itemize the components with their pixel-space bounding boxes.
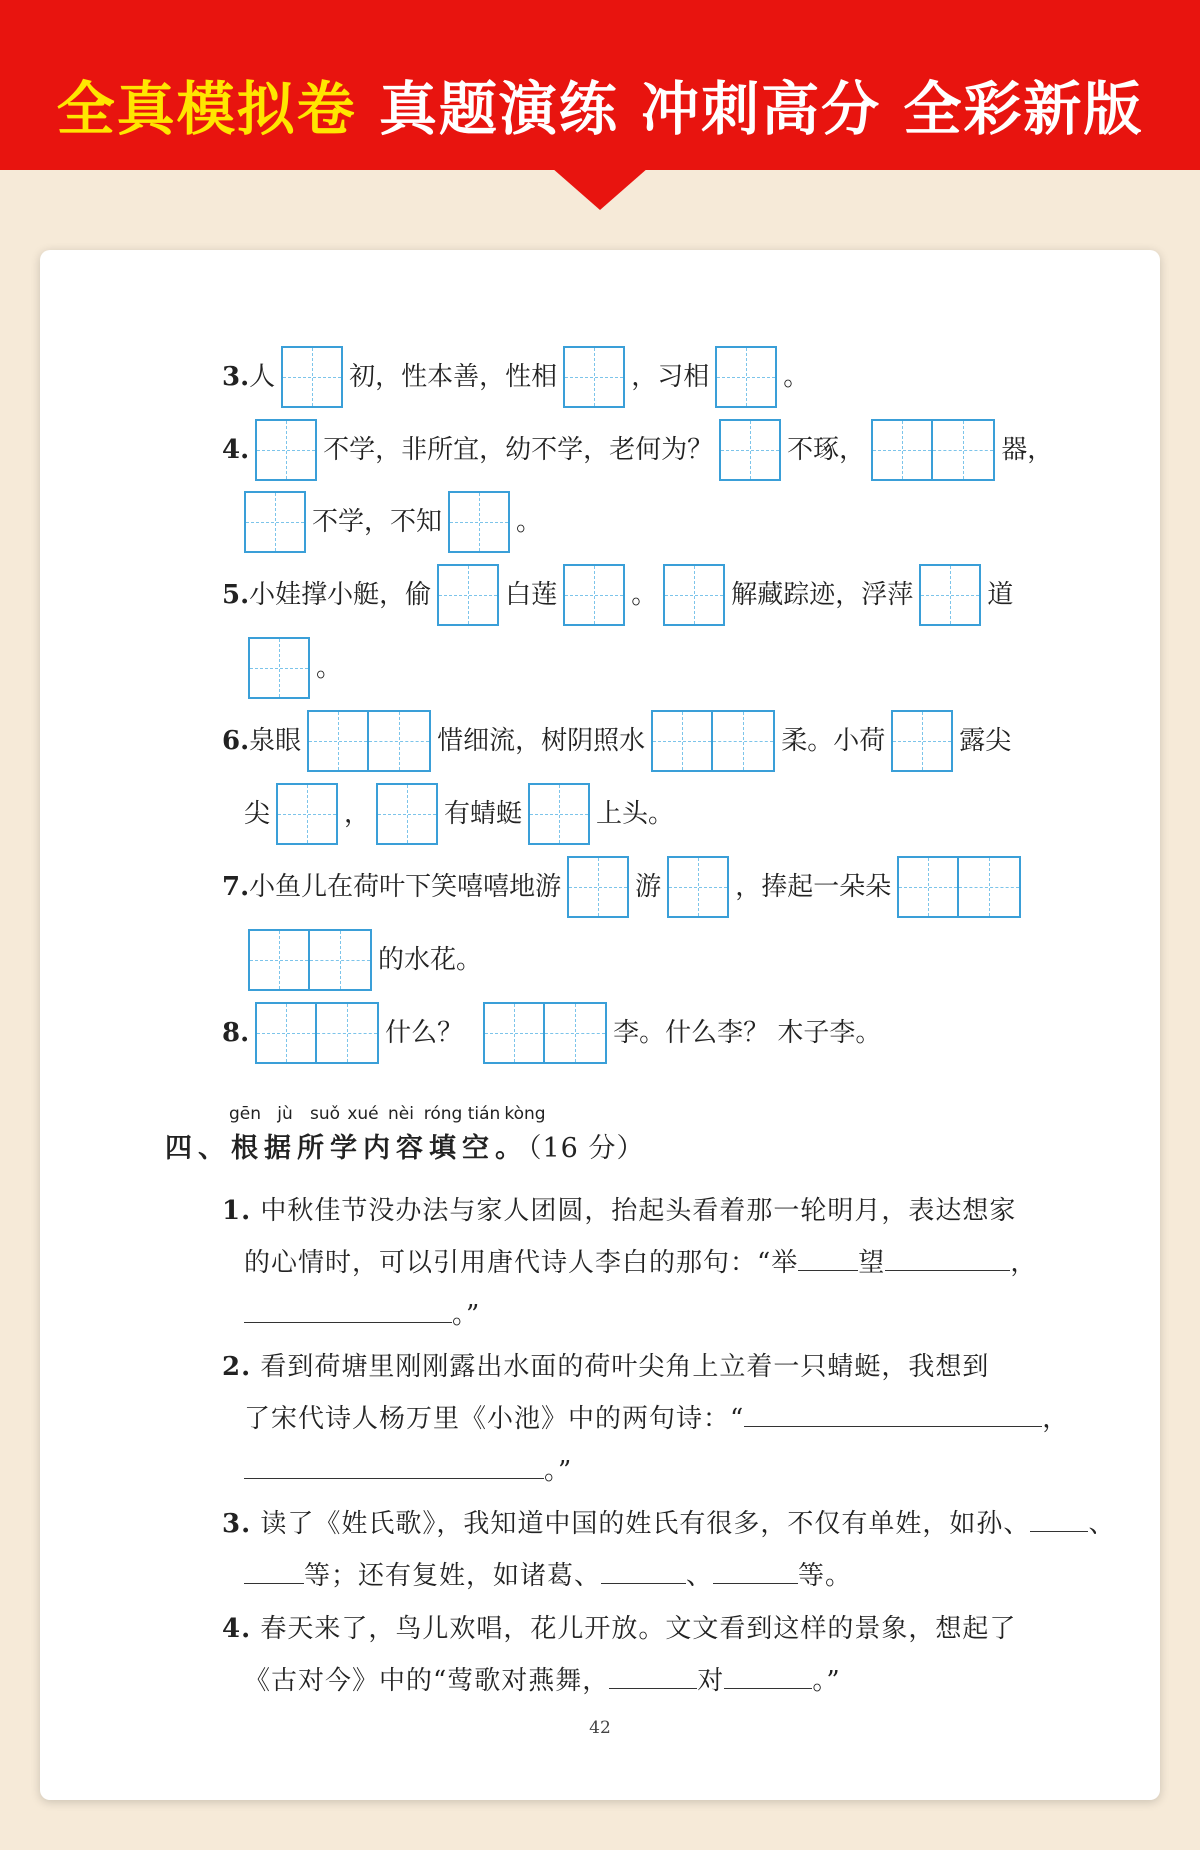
answer-box-group[interactable]: [255, 419, 317, 481]
answer-box-group[interactable]: [919, 564, 981, 626]
answer-box-group[interactable]: [244, 491, 306, 553]
question-text: ，: [1010, 1248, 1038, 1278]
pinyin-syllable: xué: [347, 1104, 379, 1124]
question-text: 中秋佳节没办法与家人团圆，抬起头看着那一轮明月，表达想家: [260, 1196, 1017, 1226]
answer-box-group[interactable]: [897, 856, 1021, 918]
question-text: 。: [631, 580, 658, 610]
answer-box-group[interactable]: [248, 929, 372, 991]
answer-blank[interactable]: [885, 1245, 1010, 1271]
question-text: 不学，不知: [312, 507, 443, 537]
banner-title: [0, 62, 1200, 146]
question-text: 望: [858, 1248, 886, 1278]
answer-box-group[interactable]: [715, 346, 777, 408]
question-text: ，习相: [631, 362, 710, 392]
answer-blank[interactable]: [609, 1663, 697, 1689]
fill-question-2: [222, 1346, 989, 1383]
answer-box-group[interactable]: [891, 710, 953, 772]
question-text: 等。: [798, 1561, 853, 1591]
question-number: 3.: [222, 1509, 252, 1539]
pinyin-syllable: róng: [423, 1104, 463, 1124]
question-text: 对: [697, 1666, 725, 1696]
answer-box-group[interactable]: [376, 783, 438, 845]
answer-box-group[interactable]: [248, 637, 310, 699]
answer-blank[interactable]: [798, 1245, 858, 1271]
answer-cell[interactable]: [276, 783, 338, 845]
fill-question-3-line-2: [244, 1555, 852, 1592]
answer-box-group[interactable]: [663, 564, 725, 626]
question-3: [222, 345, 809, 409]
section-title-text: 四、根据所学内容填空。: [165, 1133, 528, 1164]
question-number: 3.: [222, 362, 250, 392]
question-text: 李。什么李？ 木子李。: [613, 1018, 882, 1048]
answer-blank[interactable]: [713, 1558, 798, 1584]
answer-cell[interactable]: [244, 491, 306, 553]
question-text: ，: [1042, 1404, 1070, 1434]
question-text: 游: [635, 872, 662, 902]
pinyin-syllable: nèi: [388, 1104, 414, 1124]
question-text: 器，: [1001, 435, 1054, 465]
question-number: 7.: [222, 872, 250, 902]
fill-question-3: [222, 1503, 1115, 1540]
question-text: 不学，非所宜，幼不学，老何为？: [323, 435, 714, 465]
section-4-title: [165, 1126, 644, 1165]
question-text: ，: [344, 799, 371, 829]
answer-cell[interactable]: [483, 1002, 545, 1064]
answer-box-group[interactable]: [563, 564, 625, 626]
answer-blank[interactable]: [1030, 1506, 1088, 1532]
question-number: 1.: [222, 1196, 252, 1226]
answer-box-group[interactable]: [567, 856, 629, 918]
question-5-line-2: [242, 636, 342, 700]
question-7: [222, 855, 1027, 919]
pinyin-syllable: kòng: [504, 1104, 546, 1124]
question-text: 道: [987, 580, 1014, 610]
answer-cell[interactable]: [281, 346, 343, 408]
answer-box-group[interactable]: [719, 419, 781, 481]
answer-cell[interactable]: [255, 419, 317, 481]
answer-cell[interactable]: [667, 856, 729, 918]
answer-blank[interactable]: [244, 1297, 452, 1323]
question-text: 的心情时，可以引用唐代诗人李白的那句：“举: [244, 1248, 799, 1278]
question-text: 人: [249, 362, 276, 392]
answer-cell[interactable]: [248, 637, 310, 699]
fill-question-4: [222, 1608, 1016, 1645]
question-text: 读了《姓氏歌》，我知道中国的姓氏有很多，不仅有单姓，如孙、: [260, 1509, 1031, 1539]
answer-cell[interactable]: [545, 1002, 607, 1064]
question-text: 柔。小荷: [781, 726, 886, 756]
section-4-pinyin: [225, 1104, 547, 1124]
answer-cell[interactable]: [369, 710, 431, 772]
fill-question-4-line-2: [244, 1660, 841, 1697]
answer-blank[interactable]: [744, 1401, 1042, 1427]
question-text: 等；还有复姓，如诸葛、: [304, 1561, 602, 1591]
answer-box-group[interactable]: [667, 856, 729, 918]
answer-box-group[interactable]: [255, 1002, 379, 1064]
banner-part-3: 冲刺高分: [641, 75, 882, 143]
answer-cell[interactable]: [437, 564, 499, 626]
question-text: 。”: [452, 1300, 481, 1330]
question-text: 泉眼: [249, 726, 302, 756]
answer-cell[interactable]: [563, 564, 625, 626]
question-number: 2.: [222, 1352, 252, 1382]
question-text: 上头。: [596, 799, 675, 829]
answer-cell[interactable]: [563, 346, 625, 408]
fill-question-2-line-3: [244, 1450, 572, 1487]
answer-cell[interactable]: [376, 783, 438, 845]
question-text: 的水花。: [378, 945, 483, 975]
answer-cell[interactable]: [919, 564, 981, 626]
question-text: 小鱼儿在荷叶下笑嘻嘻地游: [249, 872, 562, 902]
question-text: 了宋代诗人杨万里《小池》中的两句诗：“: [244, 1404, 745, 1434]
answer-cell[interactable]: [897, 856, 959, 918]
answer-box-group[interactable]: [563, 346, 625, 408]
answer-cell[interactable]: [307, 710, 369, 772]
question-text: 。”: [812, 1666, 841, 1696]
question-number: 4.: [222, 1614, 252, 1644]
section-score: （16 分）: [528, 1133, 645, 1164]
question-number: 6.: [222, 726, 250, 756]
pinyin-syllable: gēn: [228, 1104, 262, 1124]
question-text: 。: [783, 362, 810, 392]
question-text: 不琢，: [787, 435, 866, 465]
question-text: 解藏踪迹，浮萍: [731, 580, 914, 610]
answer-cell[interactable]: [317, 1002, 379, 1064]
question-number: 5.: [222, 580, 250, 610]
banner-part-4: 全彩新版: [903, 75, 1144, 143]
page-number: 42: [589, 1718, 611, 1738]
question-text: 尖: [244, 799, 271, 829]
answer-cell[interactable]: [310, 929, 372, 991]
fill-question-1-line-3: [244, 1294, 480, 1331]
answer-cell[interactable]: [255, 1002, 317, 1064]
answer-box-group[interactable]: [307, 710, 431, 772]
answer-blank[interactable]: [244, 1453, 544, 1479]
question-text: 。: [316, 653, 343, 683]
question-5: [222, 563, 1013, 627]
fill-question-1-line-2: [244, 1242, 1037, 1279]
question-text: 。”: [544, 1456, 573, 1486]
answer-cell[interactable]: [713, 710, 775, 772]
banner-part-2: 真题演练: [378, 75, 619, 143]
question-text: 、: [686, 1561, 714, 1591]
question-text: 惜细流，树阴照水: [437, 726, 646, 756]
banner-arrow: [552, 168, 648, 210]
answer-cell[interactable]: [891, 710, 953, 772]
question-text: 初，性本善，性相: [349, 362, 558, 392]
question-text: 什么？: [385, 1018, 464, 1048]
answer-box-group[interactable]: [483, 1002, 607, 1064]
answer-cell[interactable]: [448, 491, 510, 553]
answer-cell[interactable]: [248, 929, 310, 991]
pinyin-syllable: suǒ: [309, 1104, 341, 1124]
pinyin-syllable: tián: [467, 1104, 501, 1124]
question-text: 露尖: [959, 726, 1012, 756]
answer-box-group[interactable]: [437, 564, 499, 626]
question-text: 有蜻蜓: [444, 799, 523, 829]
question-text: 看到荷塘里刚刚露出水面的荷叶尖角上立着一只蜻蜓，我想到: [260, 1352, 990, 1382]
question-6-line-2: [244, 782, 674, 846]
answer-box-group[interactable]: [448, 491, 510, 553]
question-text: 春天来了，鸟儿欢唱，花儿开放。文文看到这样的景象，想起了: [260, 1614, 1017, 1644]
answer-box-group[interactable]: [528, 783, 590, 845]
question-6: [222, 709, 1011, 773]
answer-cell[interactable]: [871, 419, 933, 481]
fill-question-2-line-2: [244, 1398, 1069, 1435]
answer-cell[interactable]: [715, 346, 777, 408]
answer-box-group[interactable]: [276, 783, 338, 845]
answer-box-group[interactable]: [651, 710, 775, 772]
question-7-line-2: [242, 928, 482, 992]
answer-blank[interactable]: [601, 1558, 686, 1584]
answer-blank[interactable]: [244, 1558, 304, 1584]
answer-cell[interactable]: [663, 564, 725, 626]
question-8: [222, 1001, 881, 1065]
question-text: 小娃撑小艇，偷: [249, 580, 432, 610]
question-text: 。: [516, 507, 543, 537]
question-text: ，捧起一朵朵: [735, 872, 892, 902]
question-number: 8.: [222, 1018, 250, 1048]
question-4: [222, 418, 1053, 482]
question-text: 白莲: [505, 580, 558, 610]
fill-question-1: [222, 1190, 1016, 1227]
question-text: 《古对今》中的“莺歌对燕舞，: [244, 1666, 610, 1696]
answer-cell[interactable]: [651, 710, 713, 772]
question-text: 、: [1088, 1509, 1116, 1539]
question-4-line-2: [238, 490, 542, 554]
pinyin-syllable: jù: [277, 1104, 293, 1124]
answer-cell[interactable]: [528, 783, 590, 845]
question-number: 4.: [222, 435, 250, 465]
banner-part-1: 全真模拟卷: [56, 75, 357, 143]
answer-cell[interactable]: [719, 419, 781, 481]
answer-blank[interactable]: [724, 1663, 812, 1689]
answer-cell[interactable]: [959, 856, 1021, 918]
answer-box-group[interactable]: [871, 419, 995, 481]
answer-cell[interactable]: [933, 419, 995, 481]
answer-box-group[interactable]: [281, 346, 343, 408]
answer-cell[interactable]: [567, 856, 629, 918]
